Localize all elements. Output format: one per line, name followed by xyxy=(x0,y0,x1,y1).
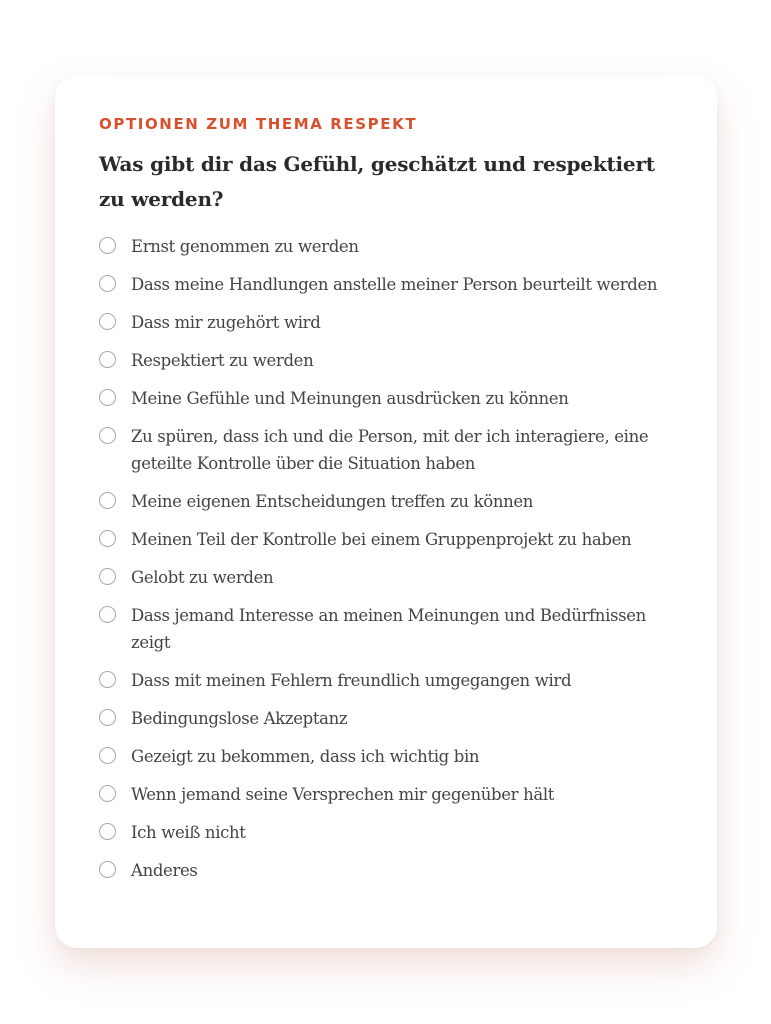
radio-button[interactable] xyxy=(99,492,116,509)
option-item[interactable] xyxy=(99,781,673,808)
radio-button[interactable] xyxy=(99,785,116,802)
options-list xyxy=(99,233,673,884)
option-item[interactable] xyxy=(99,347,673,374)
radio-button[interactable] xyxy=(99,861,116,878)
question-card xyxy=(55,75,717,948)
option-label: Dass jemand Interesse an meinen Meinungen und Bedürfnissen zeigt xyxy=(131,606,646,652)
option-item[interactable] xyxy=(99,271,673,298)
radio-button[interactable] xyxy=(99,313,116,330)
option-label: Zu spüren, dass ich und die Person, mit der ich interagiere, eine geteilte Kontrolle über die Situation haben xyxy=(131,427,649,473)
radio-button[interactable] xyxy=(99,427,116,444)
option-label: Respektiert zu werden xyxy=(131,351,314,370)
radio-button[interactable] xyxy=(99,671,116,688)
option-item[interactable] xyxy=(99,857,673,884)
option-item[interactable] xyxy=(99,526,673,553)
option-item[interactable] xyxy=(99,564,673,591)
option-label: Ich weiß nicht xyxy=(131,823,246,842)
option-label: Bedingungslose Akzeptanz xyxy=(131,709,348,728)
option-item[interactable] xyxy=(99,385,673,412)
question-title: Was gibt dir das Gefühl, geschätzt und respektiert zu werden? xyxy=(99,152,655,211)
option-label: Meinen Teil der Kontrolle bei einem Gruppenprojekt zu haben xyxy=(131,530,632,549)
option-item[interactable] xyxy=(99,743,673,770)
option-item[interactable] xyxy=(99,819,673,846)
option-label: Gezeigt zu bekommen, dass ich wichtig bin xyxy=(131,747,480,766)
option-label: Ernst genommen zu werden xyxy=(131,237,359,256)
option-label: Gelobt zu werden xyxy=(131,568,274,587)
radio-button[interactable] xyxy=(99,823,116,840)
option-item[interactable] xyxy=(99,423,673,477)
radio-button[interactable] xyxy=(99,275,116,292)
option-label: Dass mit meinen Fehlern freundlich umgegangen wird xyxy=(131,671,572,690)
option-item[interactable] xyxy=(99,488,673,515)
radio-button[interactable] xyxy=(99,530,116,547)
option-label: Wenn jemand seine Versprechen mir gegenüber hält xyxy=(131,785,555,804)
option-label: Dass mir zugehört wird xyxy=(131,313,321,332)
option-item[interactable] xyxy=(99,602,673,656)
radio-button[interactable] xyxy=(99,709,116,726)
option-item[interactable] xyxy=(99,705,673,732)
radio-button[interactable] xyxy=(99,568,116,585)
option-label: Meine Gefühle und Meinungen ausdrücken zu können xyxy=(131,389,569,408)
radio-button[interactable] xyxy=(99,351,116,368)
option-label: Dass meine Handlungen anstelle meiner Person beurteilt werden xyxy=(131,275,658,294)
topic-eyebrow: OPTIONEN ZUM THEMA RESPEKT xyxy=(99,115,418,133)
radio-button[interactable] xyxy=(99,389,116,406)
option-label: Anderes xyxy=(131,861,198,880)
radio-button[interactable] xyxy=(99,606,116,623)
radio-button[interactable] xyxy=(99,237,116,254)
option-label: Meine eigenen Entscheidungen treffen zu können xyxy=(131,492,534,511)
radio-button[interactable] xyxy=(99,747,116,764)
option-item[interactable] xyxy=(99,667,673,694)
option-item[interactable] xyxy=(99,233,673,260)
option-item[interactable] xyxy=(99,309,673,336)
